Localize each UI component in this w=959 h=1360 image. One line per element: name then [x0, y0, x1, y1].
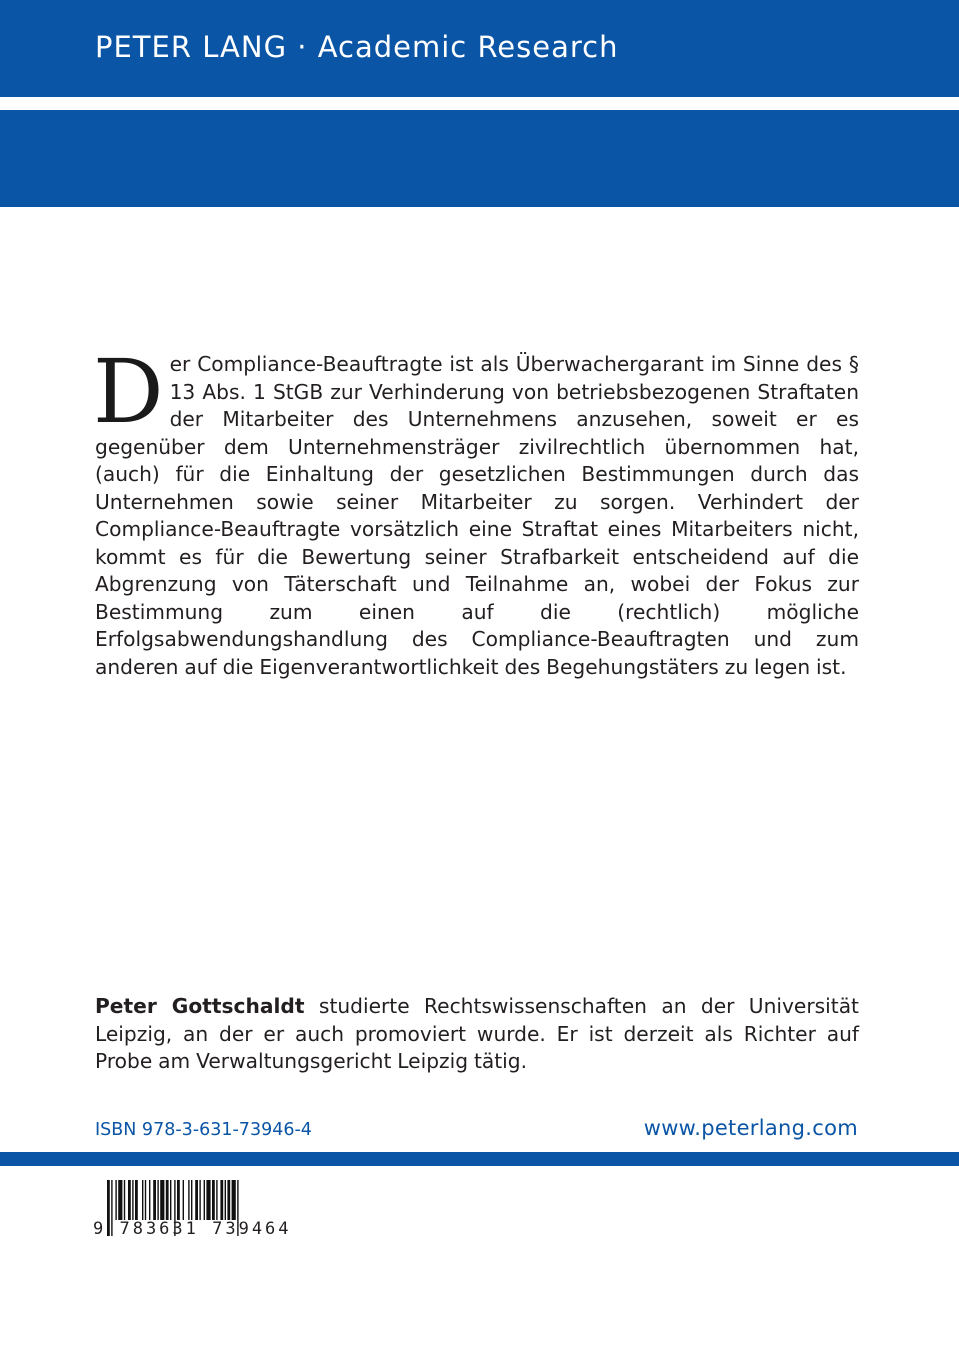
- series-banner: [0, 110, 959, 285]
- author-bio-text: studierte Rechtswissenschaften an der Universität Leipzig, an der er auch promoviert wurde. Er ist derzeit als Richter auf Probe am Verwaltungsgericht Leipzig tätig.: [95, 994, 859, 1073]
- website-link[interactable]: www.peterlang.com: [643, 1116, 858, 1140]
- abstract-text: er Compliance-Beauftragte ist als Überwachergarant im Sinne des § 13 Abs. 1 StGB zur Verhinderung von betriebsbezogenen Straftaten der Mitarbeiter des Unternehmens anzusehen, soweit er es gegenüber dem Unternehmensträger zivilrechtlich übernommen hat, (auch) für die Einhaltung der gesetzlichen Bestimmungen durch das Unternehmen sowie seiner Mitarbeiter zu sorgen. Verhindert der Compliance-Beauftragte vorsätzlich eine Straftat eines Mitarbeiters nicht, kommt es für die Bewertung seiner Strafbarkeit entscheidend auf die Abgrenzung von Täterschaft und Teilnahme an, wobei der Fokus zur Bestimmung zum einen auf die (rechtlich) mögliche Erfolgsabwendungshandlung des Compliance-Beauftragten und zum anderen auf die Eigenverantwortlichkeit des Begehungstäters zu legen ist.: [95, 352, 859, 679]
- author-bio: [95, 993, 859, 1076]
- isbn: ISBN 978-3-631-73946-4: [95, 1120, 312, 1140]
- author-name: Peter Gottschaldt: [95, 994, 305, 1018]
- barcode-digits: 9 783631 739464: [93, 1219, 292, 1239]
- publisher-banner: [0, 0, 959, 97]
- footer-rule: [0, 1152, 959, 1166]
- drop-cap: D: [93, 340, 164, 443]
- abstract-paragraph: [93, 340, 859, 681]
- series-number: II / 5974: [95, 251, 219, 285]
- publisher-title: PETER LANG · Academic Research: [95, 30, 619, 64]
